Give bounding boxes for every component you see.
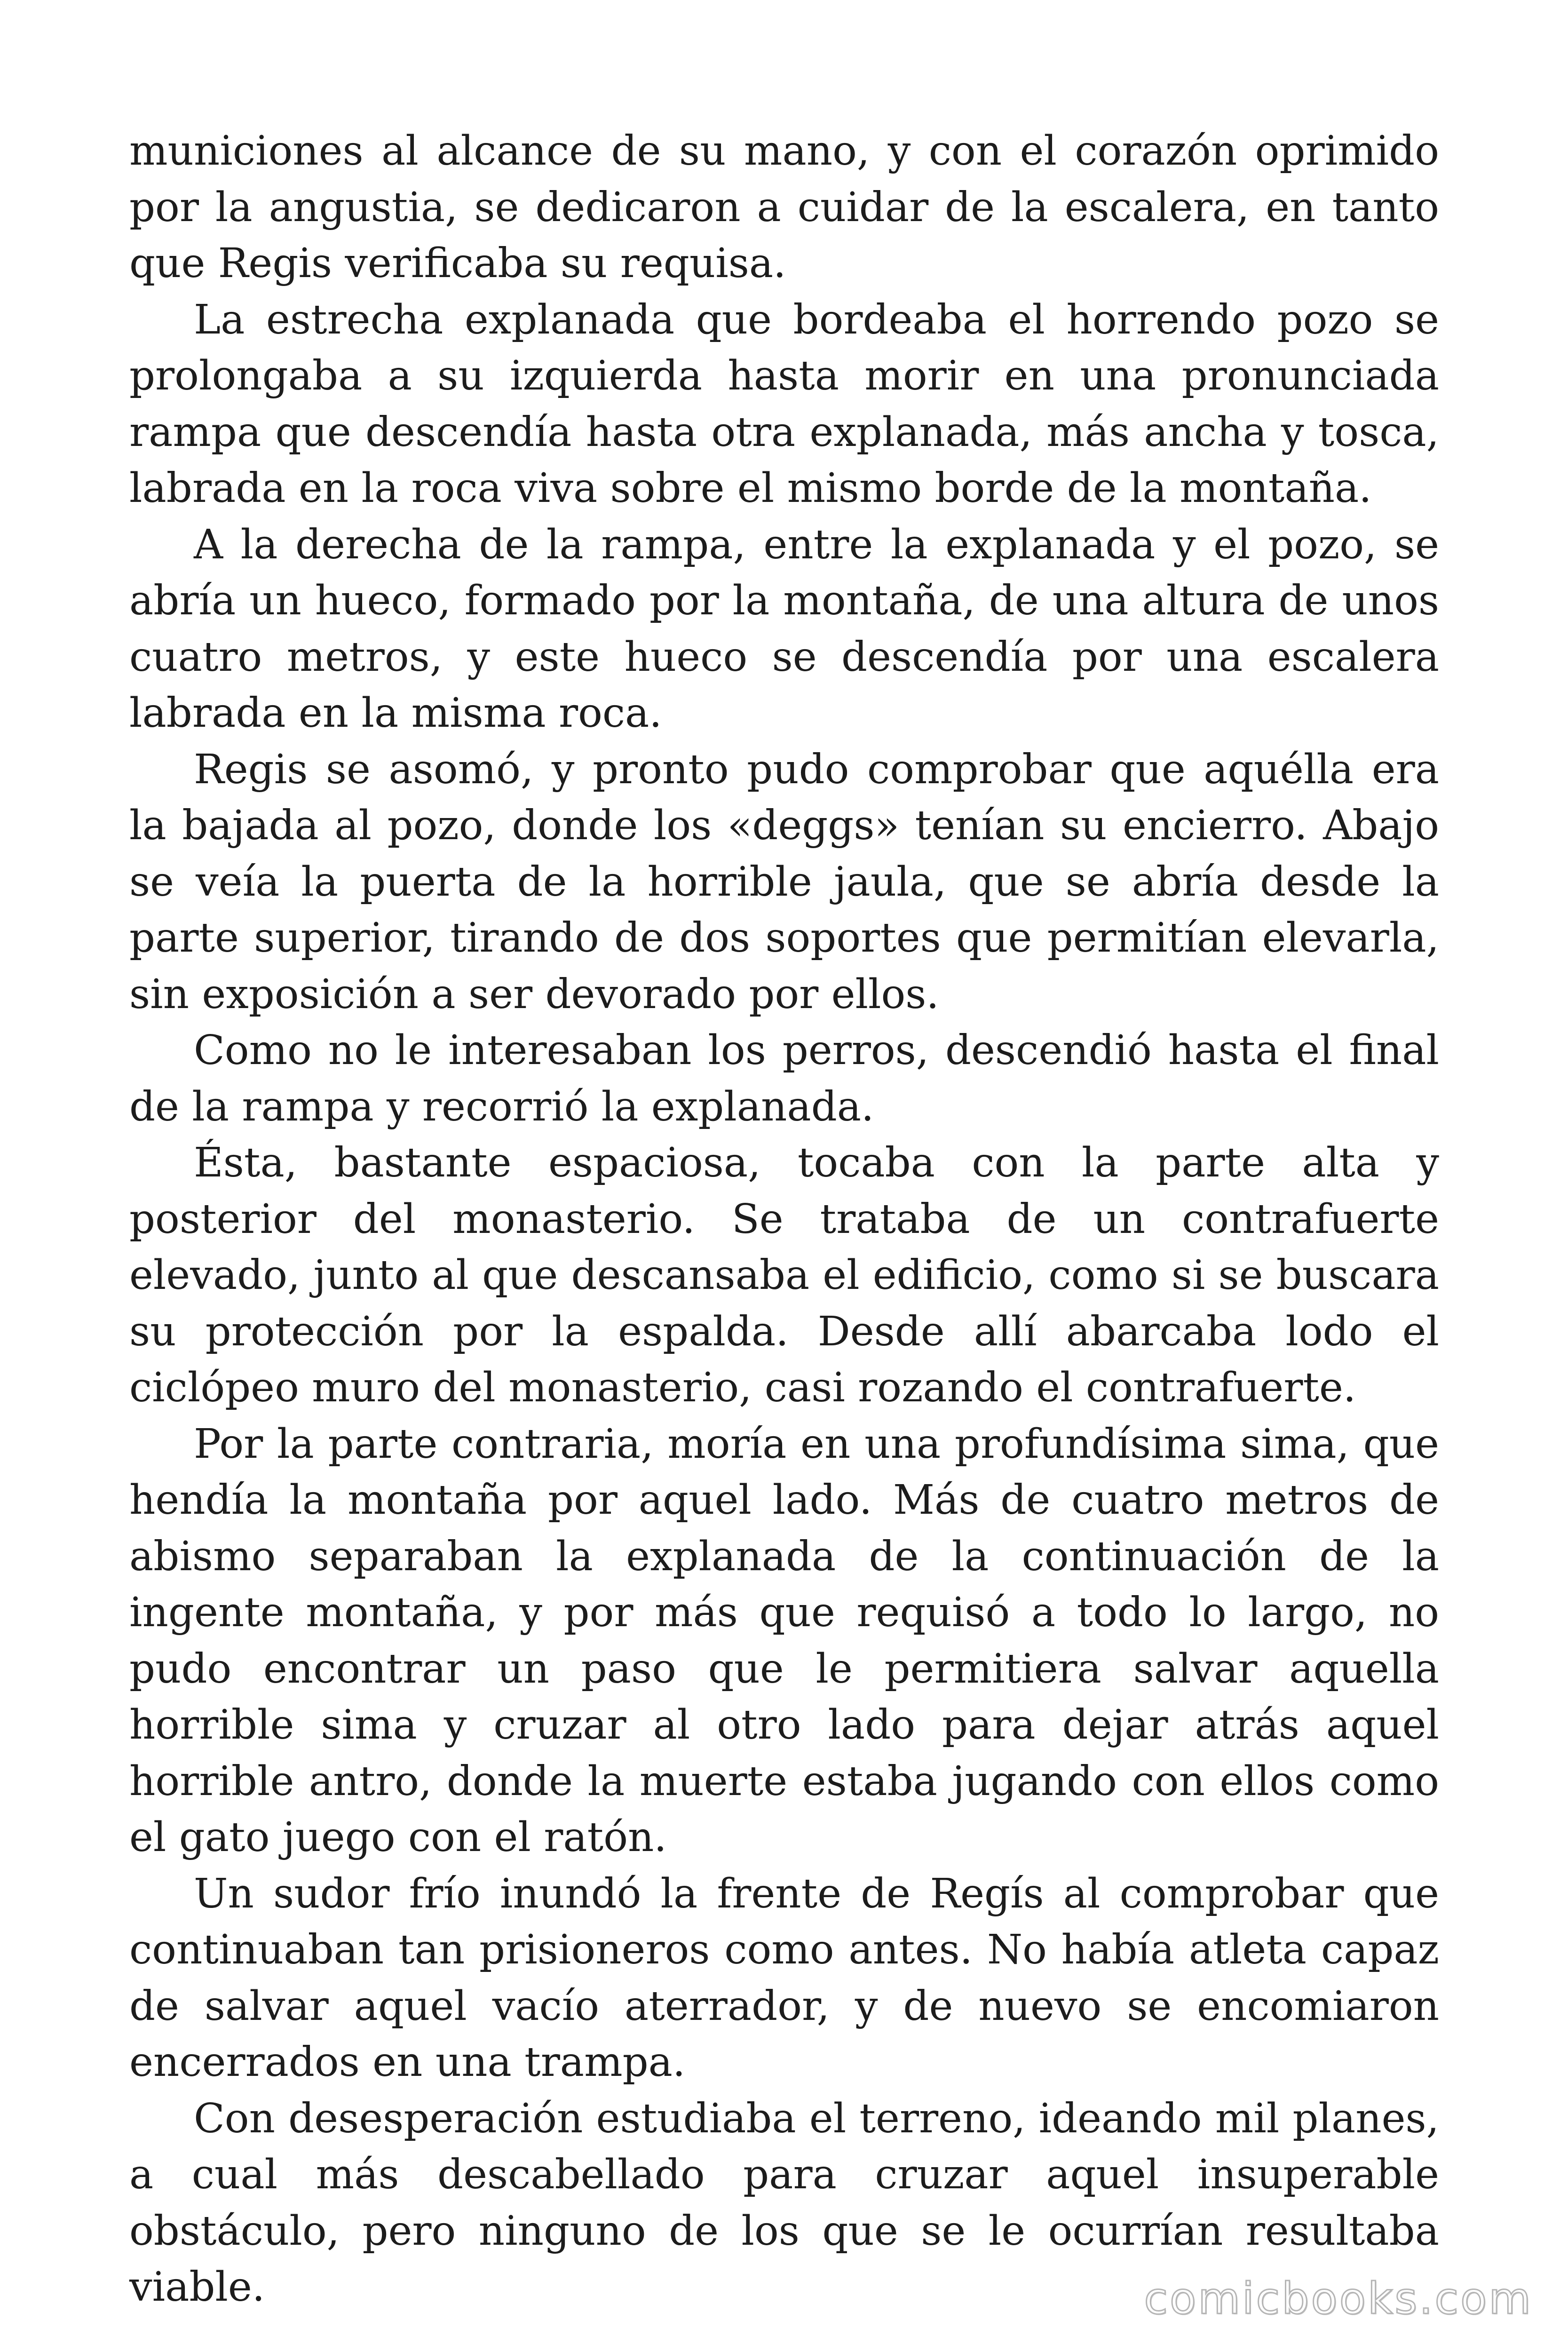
paragraph-8: Un sudor frío inundó la frente de Regís al comprobar que continuaban tan prisioneros como antes. No había atleta capaz de salvar aquel vacío aterrador, y de nuevo se encomiaron encerrados en una trampa. (129, 1870, 1439, 2086)
paragraph-5: Como no le interesaban los perros, descendió hasta el final de la rampa y recorrió la explanada. (129, 1027, 1439, 1130)
paragraph-6: Ésta, bastante espaciosa, tocaba con la parte alta y posterior del monasterio. Se trataba de un contrafuerte elevado, junto al que descansaba el edificio, como si se buscara su protección por la espalda. Desde allí abarcaba lodo el ciclópeo muro del monasterio, casi rozando el contrafuerte. (129, 1139, 1439, 1411)
paragraph-4: Regis se asomó, y pronto pudo comprobar que aquélla era la bajada al pozo, donde los «deggs» tenían su encierro. Abajo se veía la puerta de la horrible jaula, que se abría desde la parte superior, tirando de dos soportes que permitían elevarla, sin exposición a ser devorado por ellos. (129, 746, 1439, 1018)
body-text (129, 123, 1439, 2316)
paragraph-7: Por la parte contraria, moría en una profundísima sima, que hendía la montaña por aquel lado. Más de cuatro metros de abismo separaban la explanada de la continuación de la ingente montaña, y por más que requisó a todo lo largo, no pudo encontrar un paso que le permitiera salvar aquella horrible sima y cruzar al otro lado para dejar atrás aquel horrible antro, donde la muerte estaba jugando con ellos como el gato juego con el ratón. (129, 1420, 1439, 1861)
watermark: comicbooks.com (1144, 2273, 1533, 2324)
paragraph-1: municiones al alcance de su mano, y con el corazón oprimido por la angustia, se dedicaron a cuidar de la escalera, en tanto que Regis verificaba su requisa. (129, 127, 1439, 287)
paragraph-3: A la derecha de la rampa, entre la explanada y el pozo, se abría un hueco, formado por la montaña, de una altura de unos cuatro metros, y este hueco se descendía por una escalera labrada en la misma roca. (129, 521, 1439, 737)
paragraph-2: La estrecha explanada que bordeaba el horrendo pozo se prolongaba a su izquierda hasta morir en una pronunciada rampa que descendía hasta otra explanada, más ancha y tosca, labrada en la roca viva sobre el mismo borde de la montaña. (129, 296, 1439, 512)
paragraph-9: Con desesperación estudiaba el terreno, ideando mil planes, a cual más descabellado para cruzar aquel insuperable obstáculo, pero ninguno de los que se le ocurrían resultaba viable. (129, 2095, 1439, 2311)
